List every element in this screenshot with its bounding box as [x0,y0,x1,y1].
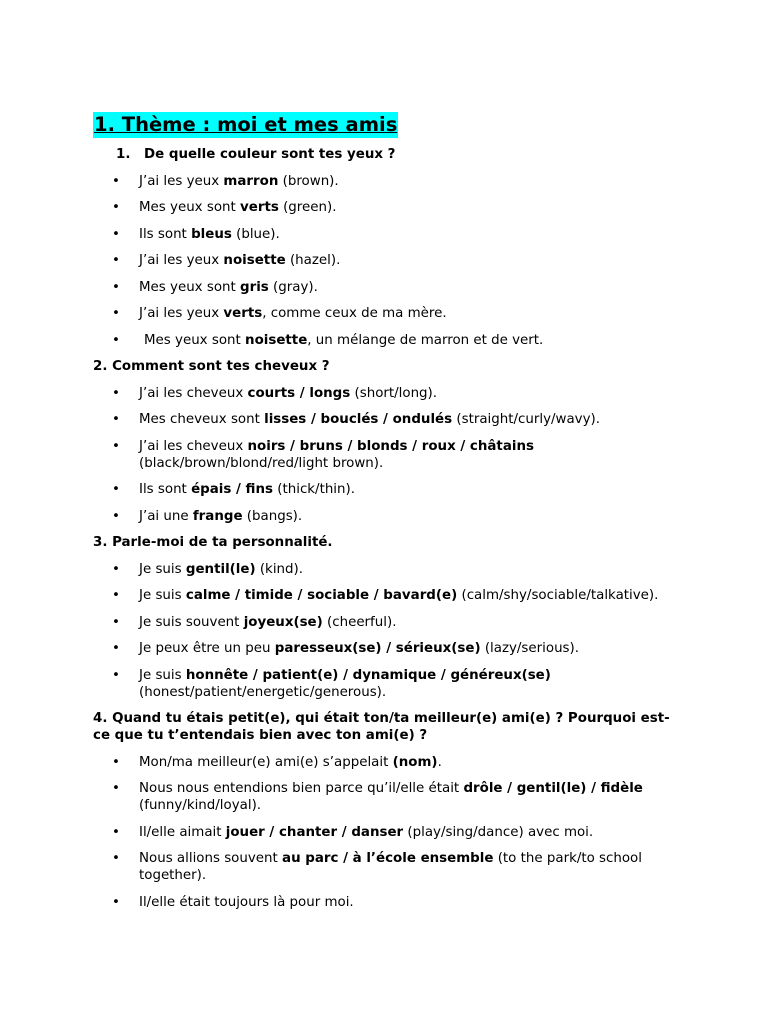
section-best-friend [93,710,683,911]
section-hair [93,358,683,525]
section-personality [93,534,683,701]
list-item: • J’ai les yeux noisette (hazel). [93,252,683,269]
list-item: • Mes yeux sont verts (green). [93,199,683,216]
list-item: • Ils sont bleus (blue). [93,226,683,243]
answer-list [93,561,683,701]
list-item: • Il/elle aimait jouer / chanter / danser (play/sing/dance) avec moi. [93,824,683,841]
page-title: 1. Thème : moi et mes amis [94,113,398,136]
question-number: 1. [116,147,131,162]
document-content [93,146,683,911]
list-item: • J’ai les yeux marron (brown). [93,173,683,190]
list-item: • Nous nous entendions bien parce qu’il/elle était drôle / gentil(le) / fidèle (funny/kind/loyal). [93,780,683,814]
question-heading [93,146,683,163]
list-item: • Mes yeux sont noisette, un mélange de marron et de vert. [93,332,683,349]
list-item: • Je suis honnête / patient(e) / dynamique / généreux(se) (honest/patient/energetic/generous). [93,667,683,701]
question-heading: 4. Quand tu étais petit(e), qui était ton/ta meilleur(e) ami(e) ? Pourquoi est-ce que tu t’entendais bien avec ton ami(e) ? [93,711,670,743]
answer-list [93,173,683,349]
list-item: • J’ai les cheveux noirs / bruns / blonds / roux / châtains (black/brown/blond/red/light brown). [93,438,683,472]
list-item: • Je suis gentil(le) (kind). [93,561,683,578]
list-item: • Je suis calme / timide / sociable / bavard(e) (calm/shy/sociable/talkative). [93,587,683,604]
list-item: • Je peux être un peu paresseux(se) / sérieux(se) (lazy/serious). [93,640,683,657]
question-heading: 2. Comment sont tes cheveux ? [93,359,330,374]
list-item: • Mes yeux sont gris (gray). [93,279,683,296]
list-item: • Mes cheveux sont lisses / bouclés / ondulés (straight/curly/wavy). [93,411,683,428]
answer-list [93,385,683,525]
list-item: • J’ai une frange (bangs). [93,508,683,525]
list-item: • J’ai les yeux verts, comme ceux de ma mère. [93,305,683,322]
answer-list [93,754,683,911]
list-item: • Mon/ma meilleur(e) ami(e) s’appelait (nom). [93,754,683,771]
list-item: • Nous allions souvent au parc / à l’école ensemble (to the park/to school together). [93,850,683,884]
section-eyes [93,146,683,349]
question-text: De quelle couleur sont tes yeux ? [144,147,396,162]
list-item: • J’ai les cheveux courts / longs (short/long). [93,385,683,402]
question-heading: 3. Parle-moi de ta personnalité. [93,535,333,550]
list-item: • Ils sont épais / fins (thick/thin). [93,481,683,498]
list-item: • Il/elle était toujours là pour moi. [93,894,683,911]
list-item: • Je suis souvent joyeux(se) (cheerful). [93,614,683,631]
